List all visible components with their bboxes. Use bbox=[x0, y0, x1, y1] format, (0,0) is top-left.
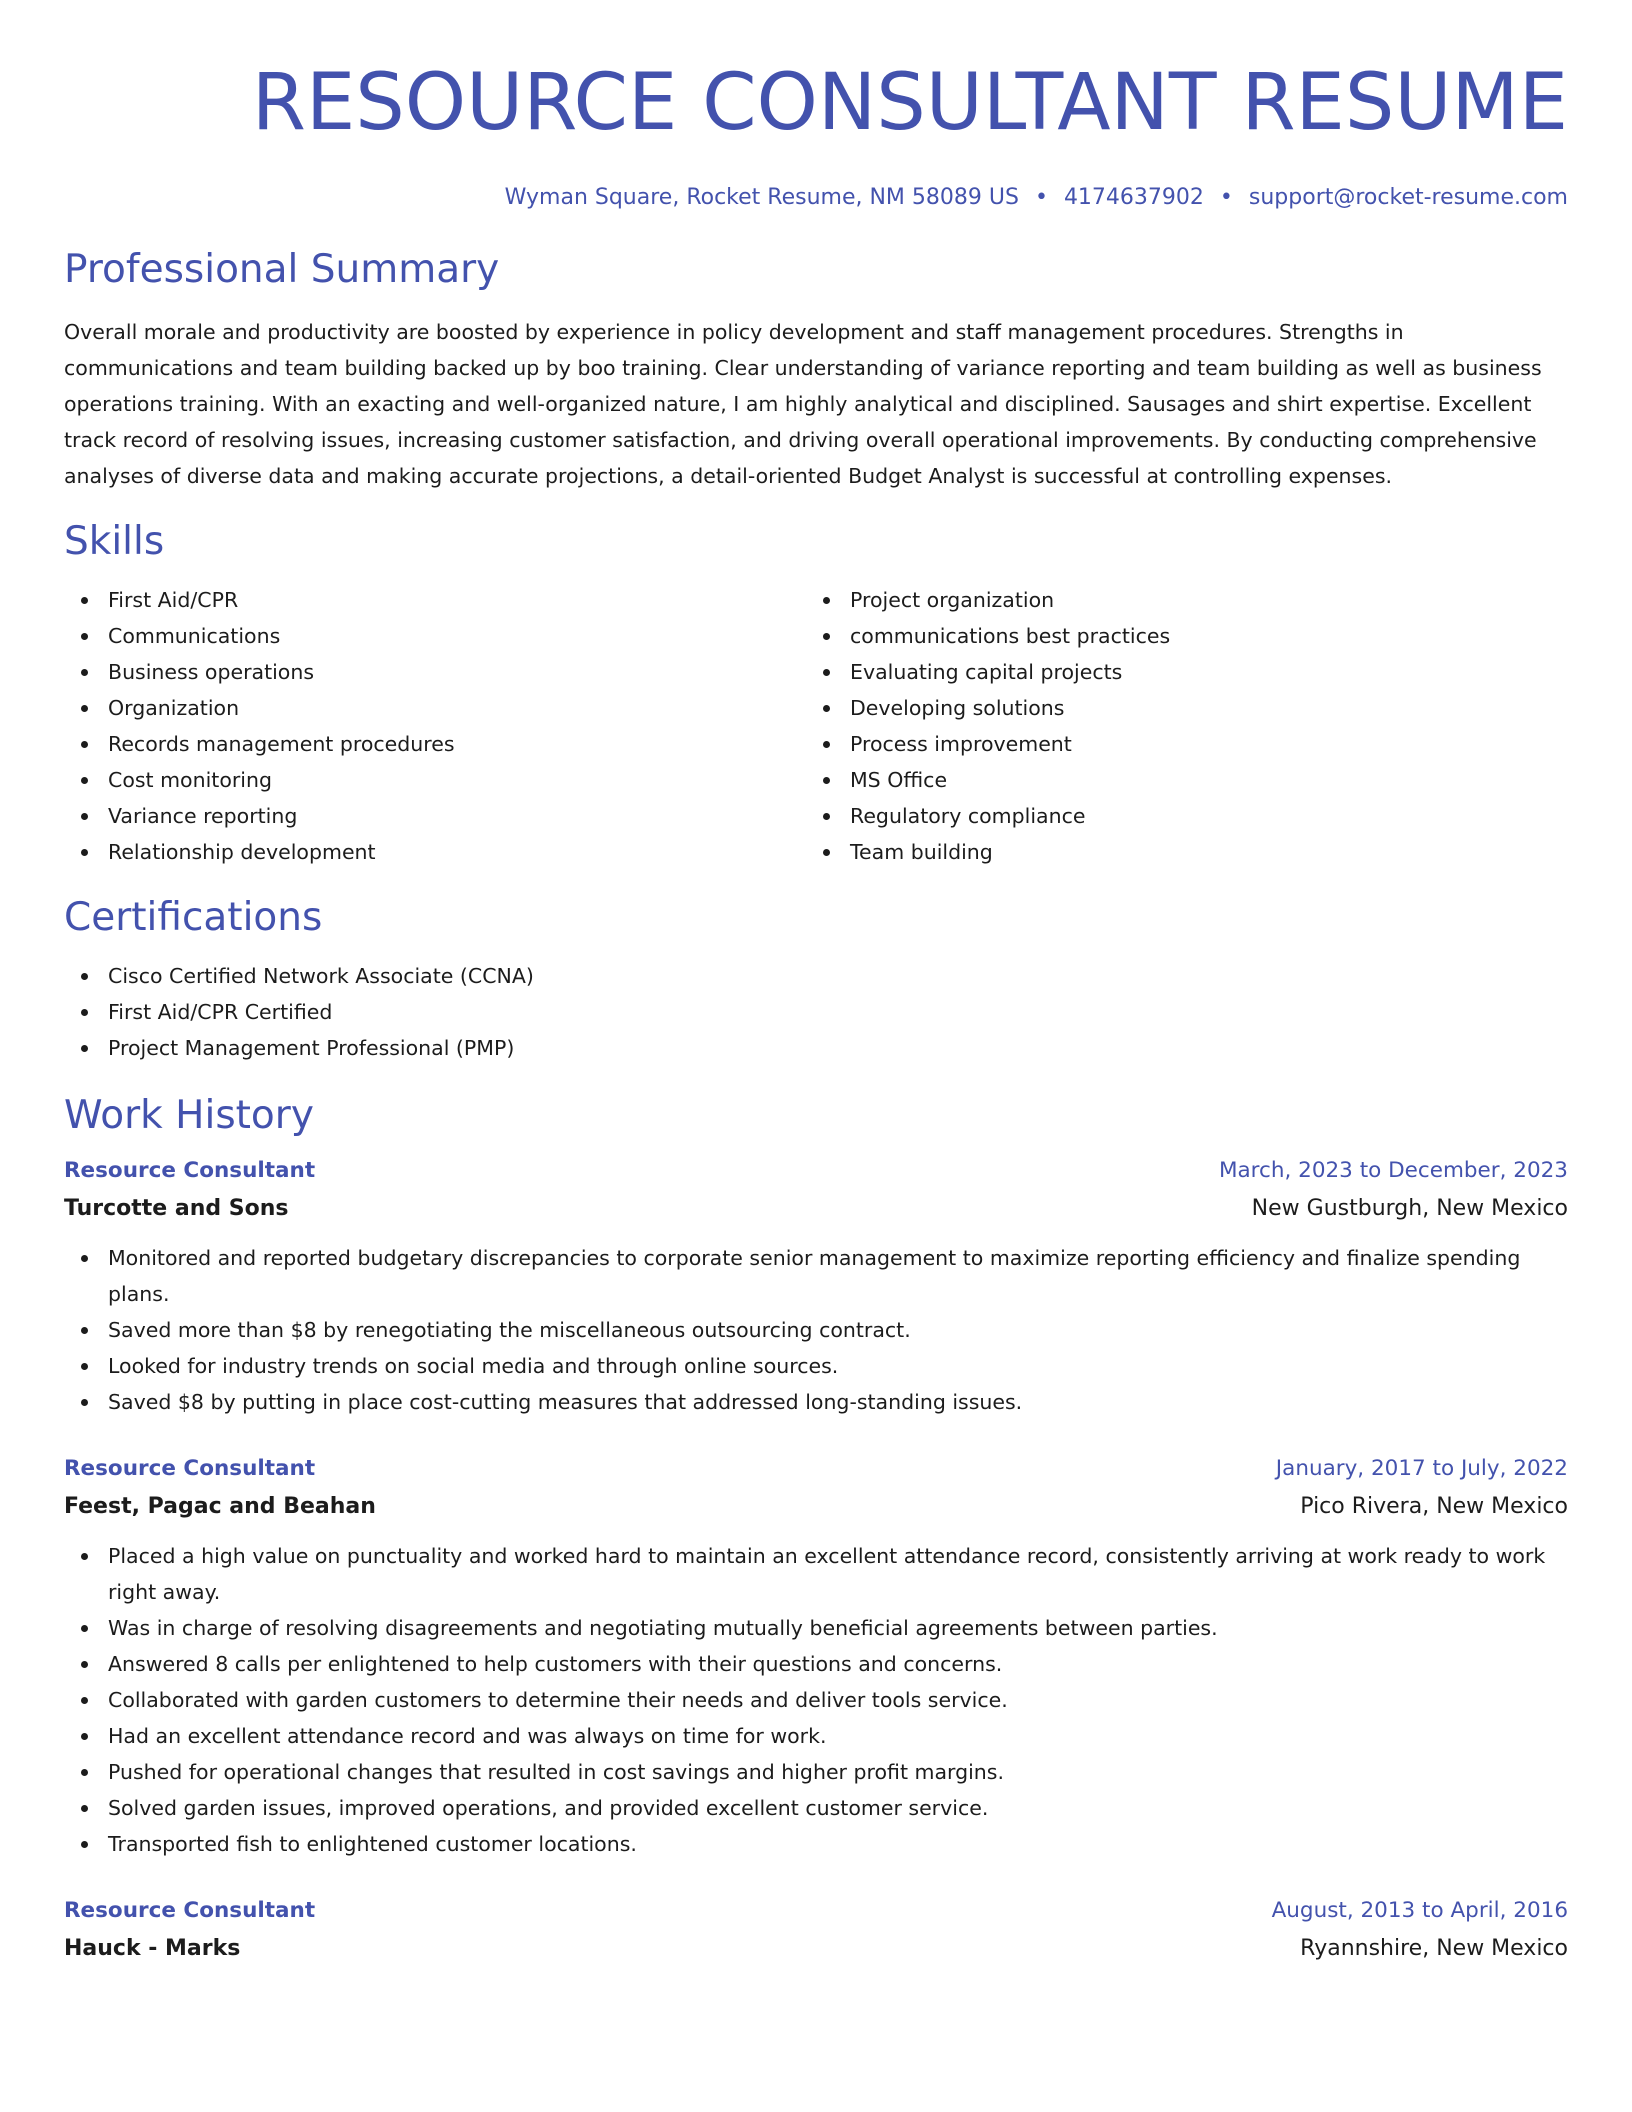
job-role: Resource Consultant bbox=[64, 1158, 316, 1183]
job-company: Hauck - Marks bbox=[64, 1936, 241, 1961]
contact-address: Wyman Square, Rocket Resume, NM 58089 US bbox=[504, 185, 1019, 210]
skills-section bbox=[64, 516, 1568, 870]
job-duty: Saved more than $8 by renegotiating the miscellaneous outsourcing contract. bbox=[64, 1312, 1568, 1348]
skill-item: Records management procedures bbox=[64, 726, 806, 762]
job-dates: March, 2023 to December, 2023 bbox=[1218, 1158, 1568, 1183]
job-company-row bbox=[64, 1488, 1568, 1526]
certifications-section bbox=[64, 892, 1568, 1066]
certification-item: Cisco Certified Network Associate (CCNA) bbox=[64, 958, 1568, 994]
contact-email: support@rocket-resume.com bbox=[1248, 185, 1568, 210]
skills-left-list bbox=[64, 582, 806, 870]
job-duty: Pushed for operational changes that resulted in cost savings and higher profit margins. bbox=[64, 1754, 1568, 1790]
job-role: Resource Consultant bbox=[64, 1898, 316, 1923]
skill-item: Cost monitoring bbox=[64, 762, 806, 798]
contact-line bbox=[64, 182, 1568, 214]
job-duty: Collaborated with garden customers to determine their needs and deliver tools service. bbox=[64, 1682, 1568, 1718]
job-duty: Monitored and reported budgetary discrepancies to corporate senior management to maximize reporting efficiency and finalize spending plans. bbox=[64, 1240, 1568, 1312]
summary-section bbox=[64, 244, 1568, 494]
job-duty: Transported fish to enlightened customer locations. bbox=[64, 1826, 1568, 1862]
job-company-row bbox=[64, 1930, 1568, 1968]
skill-item: Process improvement bbox=[806, 726, 1548, 762]
certification-item: First Aid/CPR Certified bbox=[64, 994, 1568, 1030]
summary-heading: Professional Summary bbox=[64, 247, 500, 292]
job-entry bbox=[64, 1152, 1568, 1420]
skill-item: Developing solutions bbox=[806, 690, 1548, 726]
job-location: Ryannshire, New Mexico bbox=[1300, 1936, 1568, 1961]
job-duty: Looked for industry trends on social media and through online sources. bbox=[64, 1348, 1568, 1384]
job-duty: Was in charge of resolving disagreements and negotiating mutually beneficial agreements between parties. bbox=[64, 1610, 1568, 1646]
certifications-heading: Certifications bbox=[64, 895, 323, 940]
summary-text: Overall morale and productivity are boosted by experience in policy development and staff management procedures. Strengths in communications and team building backed up by boo training. Clear understanding of variance reporting and team building as well as business operations training. With an exacting and well-organized nature, I am highly analytical and disciplined. Sausages and shirt expertise. Excellent track record of resolving issues, increasing customer satisfaction, and driving overall operational improvements. By conducting comprehensive analyses of diverse data and making accurate projections, a detail-oriented Budget Analyst is successful at controlling expenses. bbox=[64, 320, 1542, 488]
job-entry bbox=[64, 1892, 1568, 1968]
skill-item: Organization bbox=[64, 690, 806, 726]
job-duties-list bbox=[64, 1538, 1568, 1862]
skills-right-list bbox=[806, 582, 1548, 870]
skill-item: First Aid/CPR bbox=[64, 582, 806, 618]
work-history-section bbox=[64, 1090, 1568, 1968]
job-header-row bbox=[64, 1152, 1568, 1190]
job-duty: Had an excellent attendance record and was always on time for work. bbox=[64, 1718, 1568, 1754]
skill-item: communications best practices bbox=[806, 618, 1548, 654]
job-duties-list bbox=[64, 1240, 1568, 1420]
work-history-heading: Work History bbox=[64, 1093, 314, 1138]
job-company: Feest, Pagac and Beahan bbox=[64, 1494, 376, 1519]
skill-item: Relationship development bbox=[64, 834, 806, 870]
skills-heading: Skills bbox=[64, 519, 165, 564]
contact-phone: 4174637902 bbox=[1063, 185, 1204, 210]
job-dates: January, 2017 to July, 2022 bbox=[1275, 1456, 1568, 1481]
job-role: Resource Consultant bbox=[64, 1456, 316, 1481]
skills-grid bbox=[64, 582, 1568, 870]
job-header-row bbox=[64, 1892, 1568, 1930]
skill-item: Evaluating capital projects bbox=[806, 654, 1548, 690]
skill-item: Project organization bbox=[806, 582, 1548, 618]
skill-item: Communications bbox=[64, 618, 806, 654]
job-duty: Saved $8 by putting in place cost-cutting measures that addressed long-standing issues. bbox=[64, 1384, 1568, 1420]
skill-item: Variance reporting bbox=[64, 798, 806, 834]
job-duty: Solved garden issues, improved operations, and provided excellent customer service. bbox=[64, 1790, 1568, 1826]
skill-item: Regulatory compliance bbox=[806, 798, 1548, 834]
job-dates: August, 2013 to April, 2016 bbox=[1271, 1898, 1568, 1923]
job-company-row bbox=[64, 1190, 1568, 1228]
job-duty: Answered 8 calls per enlightened to help customers with their questions and concerns. bbox=[64, 1646, 1568, 1682]
skill-item: MS Office bbox=[806, 762, 1548, 798]
job-duty: Placed a high value on punctuality and worked hard to maintain an excellent attendance record, consistently arriving at work ready to work right away. bbox=[64, 1538, 1568, 1610]
contact-separator: • bbox=[1034, 185, 1048, 210]
certifications-list bbox=[64, 958, 1568, 1066]
skill-item: Business operations bbox=[64, 654, 806, 690]
resume-title: RESOURCE CONSULTANT RESUME bbox=[251, 58, 1568, 148]
job-company: Turcotte and Sons bbox=[64, 1196, 289, 1221]
contact-separator: • bbox=[1219, 185, 1233, 210]
job-location: Pico Rivera, New Mexico bbox=[1300, 1494, 1568, 1519]
skill-item: Team building bbox=[806, 834, 1548, 870]
job-header-row bbox=[64, 1450, 1568, 1488]
job-location: New Gustburgh, New Mexico bbox=[1251, 1196, 1568, 1221]
job-entry bbox=[64, 1450, 1568, 1862]
certification-item: Project Management Professional (PMP) bbox=[64, 1030, 1568, 1066]
